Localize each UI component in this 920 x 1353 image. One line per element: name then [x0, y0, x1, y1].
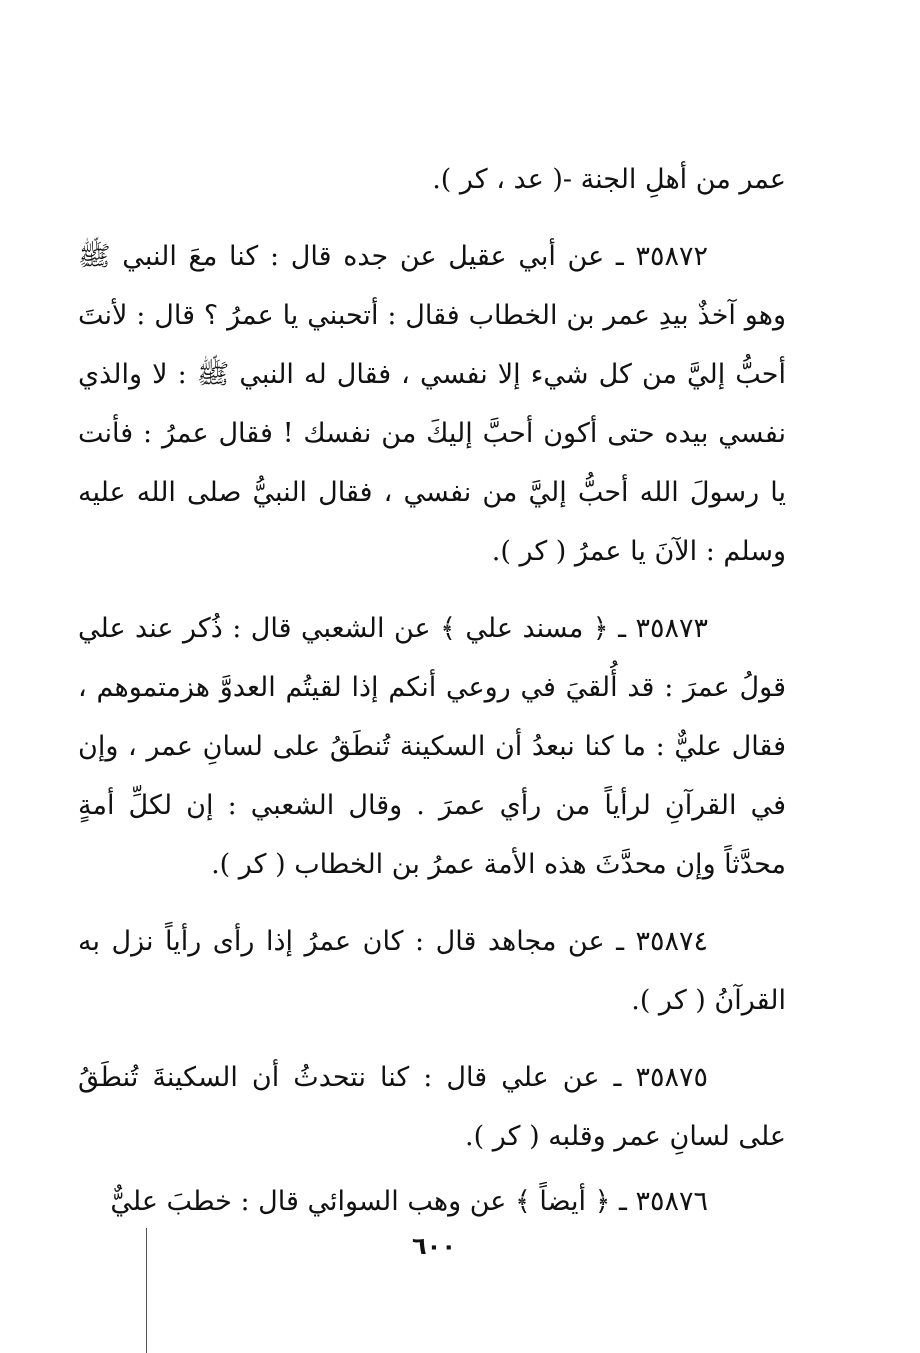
hadith-35872: ٣٥٨٧٢ ـ عن أبي عقيل عن جده قال : كنا معَ النبي ﷺ وهو آخذٌ بيدِ عمر بن الخطاب فقال : أتحبني يا عمرُ ؟ قال : لأنتَ أحبُّ إليَّ من كل شيء إلا نفسي ، فقال له النبي ﷺ : لا والذي نفسي بيده حتى أكون أحبَّ إليكَ من نفسك ! فقال عمرُ : فأنت يا رسولَ الله أحبُّ إليَّ من نفسي ، فقال النبيُّ صلى الله عليه وسلم : الآنَ يا عمرُ ( كر ). — [78, 241, 786, 567]
page-number: ٦٠٠ — [412, 1232, 456, 1260]
hadith-35874: ٣٥٨٧٤ ـ عن مجاهد قال : كان عمرُ إذا رأى رأياً نزل به القرآنُ ( كر ). — [78, 926, 786, 1016]
hadith-35875: ٣٥٨٧٥ ـ عن علي قال : كنا نتحدثُ أن السكينةَ تُنطَقُ على لسانِ عمر وقلبه ( كر ). — [78, 1062, 786, 1152]
hadith-35873: ٣٥٨٧٣ ـ ﴿ مسند علي ﴾ عن الشعبي قال : ذُكر عند علي قولُ عمرَ : قد أُلقيَ في روعي أنكم إذا لقيتُم العدوَّ هزمتموهم ، فقال عليٌّ : ما كنا نبعدُ أن السكينة تُنطَقُ على لسانِ عمر ، وإن في القرآنِ لرأياً من رأي عمرَ . وقال الشعبي : إن لكلِّ أمةٍ محدَّثاً وإن محدَّثَ هذه الأمة عمرُ بن الخطاب ( كر ). — [78, 613, 786, 880]
margin-rule — [146, 1228, 147, 1353]
paragraph-continuation: عمر من أهلِ الجنة -( عد ، كر ). — [432, 164, 786, 195]
hadith-35876: ٣٥٨٧٦ ـ ﴿ أيضاً ﴾ عن وهب السوائي قال : خطبَ عليٌّ — [110, 1186, 708, 1217]
page-text — [78, 150, 786, 1231]
